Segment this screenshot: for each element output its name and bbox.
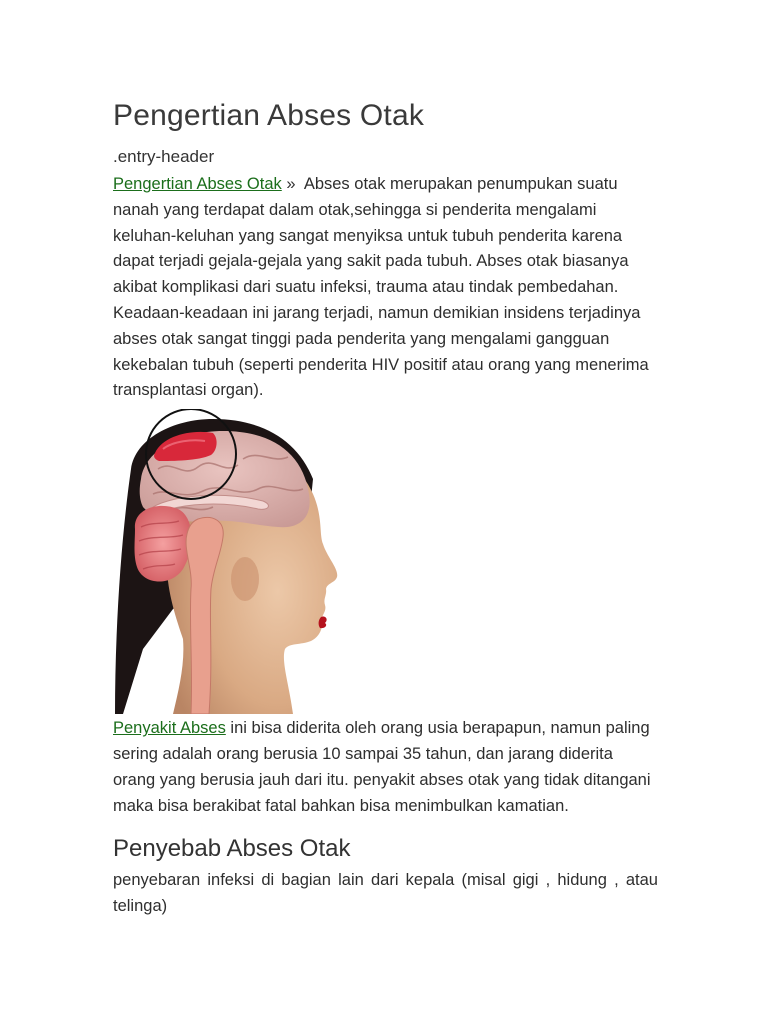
brain-abscess-illustration <box>113 409 353 714</box>
breadcrumb-separator: » <box>286 175 296 193</box>
entry-header-label: .entry-header <box>113 147 215 166</box>
intro-link[interactable]: Pengertian Abses Otak <box>113 175 282 193</box>
intro-paragraph <box>113 172 658 404</box>
section-heading: Penyebab Abses Otak <box>113 835 351 863</box>
ear <box>231 557 259 601</box>
second-text: ini bisa diderita oleh orang usia berapapun, namun paling sering adalah orang berusia 10 sampai 35 tahun, dan jarang diderita orang yang berusia jauh dari itu. penyakit abses otak yang tidak ditangani maka bisa berakibat fatal bahkan bisa menimbulkan kamatian. <box>113 719 651 815</box>
penyakit-abses-link[interactable]: Penyakit Abses <box>113 719 226 738</box>
article <box>113 96 658 920</box>
section-paragraph: penyebaran infeksi di bagian lain dari kepala (misal gigi , hidung , atau telinga) <box>113 871 658 916</box>
second-paragraph <box>113 716 658 819</box>
page-title: Pengertian Abses Otak <box>113 99 425 132</box>
intro-text: Abses otak merupakan penumpukan suatu nanah yang terdapat dalam otak,sehingga si penderita mengalami keluhan-keluhan yang sangat menyiksa untuk tubuh penderita karena dapat terjadi gejala-gejala yang sakit pada tubuh. Abses otak biasanya akibat komplikasi dari suatu infeksi, trauma atau tindak pembedahan. Keadaan-keadaan ini jarang terjadi, namun demikian insidens terjadinya abses otak sangat tinggi pada penderita yang mengalami gangguan kekebalan tubuh (seperti penderita HIV positif atau orang yang menerima transplantasi organ). <box>113 175 649 400</box>
head-illustration-svg <box>113 409 353 714</box>
